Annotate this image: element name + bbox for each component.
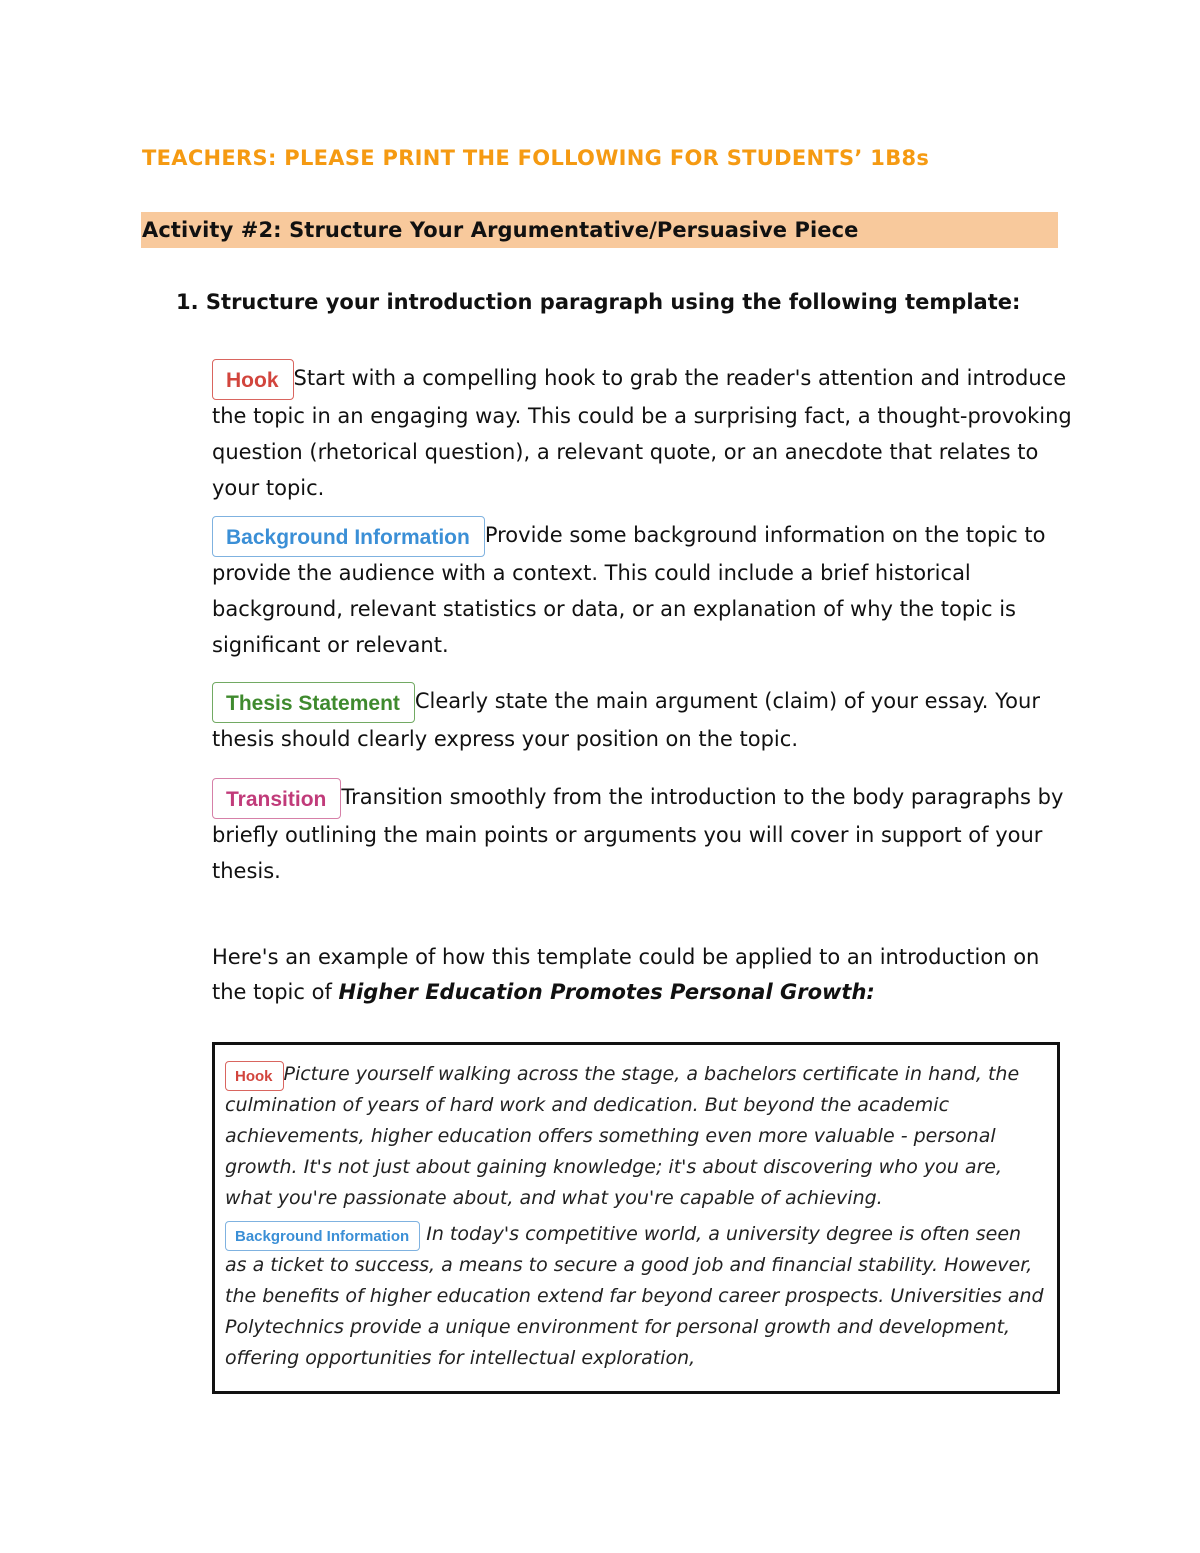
example-intro-paragraph (212, 940, 1062, 1010)
background-description: Provide some background information on the topic to provide the audience with a context. This could include a brief historical background, relevant statistics or data, or an explanation of why the topic is significant or relevant. (212, 523, 1046, 657)
template-hook-paragraph (212, 357, 1072, 506)
hook-description: Start with a compelling hook to grab the reader's attention and introduce the topic in an engaging way. This could be a surprising fact, a thought-provoking question (rhetorical question), a relevant quote, or an anecdote that relates to your topic. (212, 366, 1072, 500)
activity-title: Activity #2: Structure Your Argumentative/Persuasive Piece (142, 218, 859, 242)
step-text: Structure your introduction paragraph using the following template: (205, 290, 1021, 314)
transition-description: Transition smoothly from the introduction to the body paragraphs by briefly outlining the main points or arguments you will cover in support of your thesis. (212, 785, 1064, 883)
example-intro-text: Here's an example of how this template could be applied to an introduction on the topic of (212, 945, 1040, 1004)
example-topic-colon: : (866, 980, 875, 1004)
example-background-tag: Background Information (225, 1221, 420, 1251)
thesis-statement-tag: Thesis Statement (212, 682, 415, 723)
template-thesis-paragraph (212, 680, 1072, 757)
teacher-note-heading: TEACHERS: PLEASE PRINT THE FOLLOWING FOR STUDENTS’ 1B8s (142, 146, 930, 170)
step-number: 1. (176, 290, 199, 314)
example-hook-tag: Hook (225, 1061, 284, 1091)
example-hook-text: Picture yourself walking across the stage, a bachelors certificate in hand, the culmination of years of hard work and dedication. But beyond the academic achievements, higher education offers something even more valuable - personal growth. It's not just about gaining knowledge; it's about discovering who you are, what you're passionate about, and what you're capable of achieving. (225, 1063, 1020, 1209)
transition-tag: Transition (212, 778, 341, 819)
example-background-text: In today's competitive world, a university degree is often seen as a ticket to success, a means to secure a good job and financial stability. However, the benefits of higher education extend far beyond career prospects. Universities and Polytechnics provide a unique environment for personal growth and development, offering opportunities for intellectual exploration, (225, 1223, 1044, 1369)
example-topic: Higher Education Promotes Personal Growth (338, 980, 867, 1004)
example-hook-paragraph (225, 1059, 1045, 1214)
hook-tag: Hook (212, 359, 294, 400)
background-information-tag: Background Information (212, 516, 485, 557)
example-box (212, 1042, 1060, 1394)
template-background-paragraph (212, 514, 1072, 663)
thesis-description: Clearly state the main argument (claim) of your essay. Your thesis should clearly express your position on the topic. (212, 689, 1040, 751)
example-background-paragraph (225, 1219, 1045, 1374)
template-transition-paragraph (212, 776, 1072, 889)
step-1-heading (176, 290, 1020, 314)
